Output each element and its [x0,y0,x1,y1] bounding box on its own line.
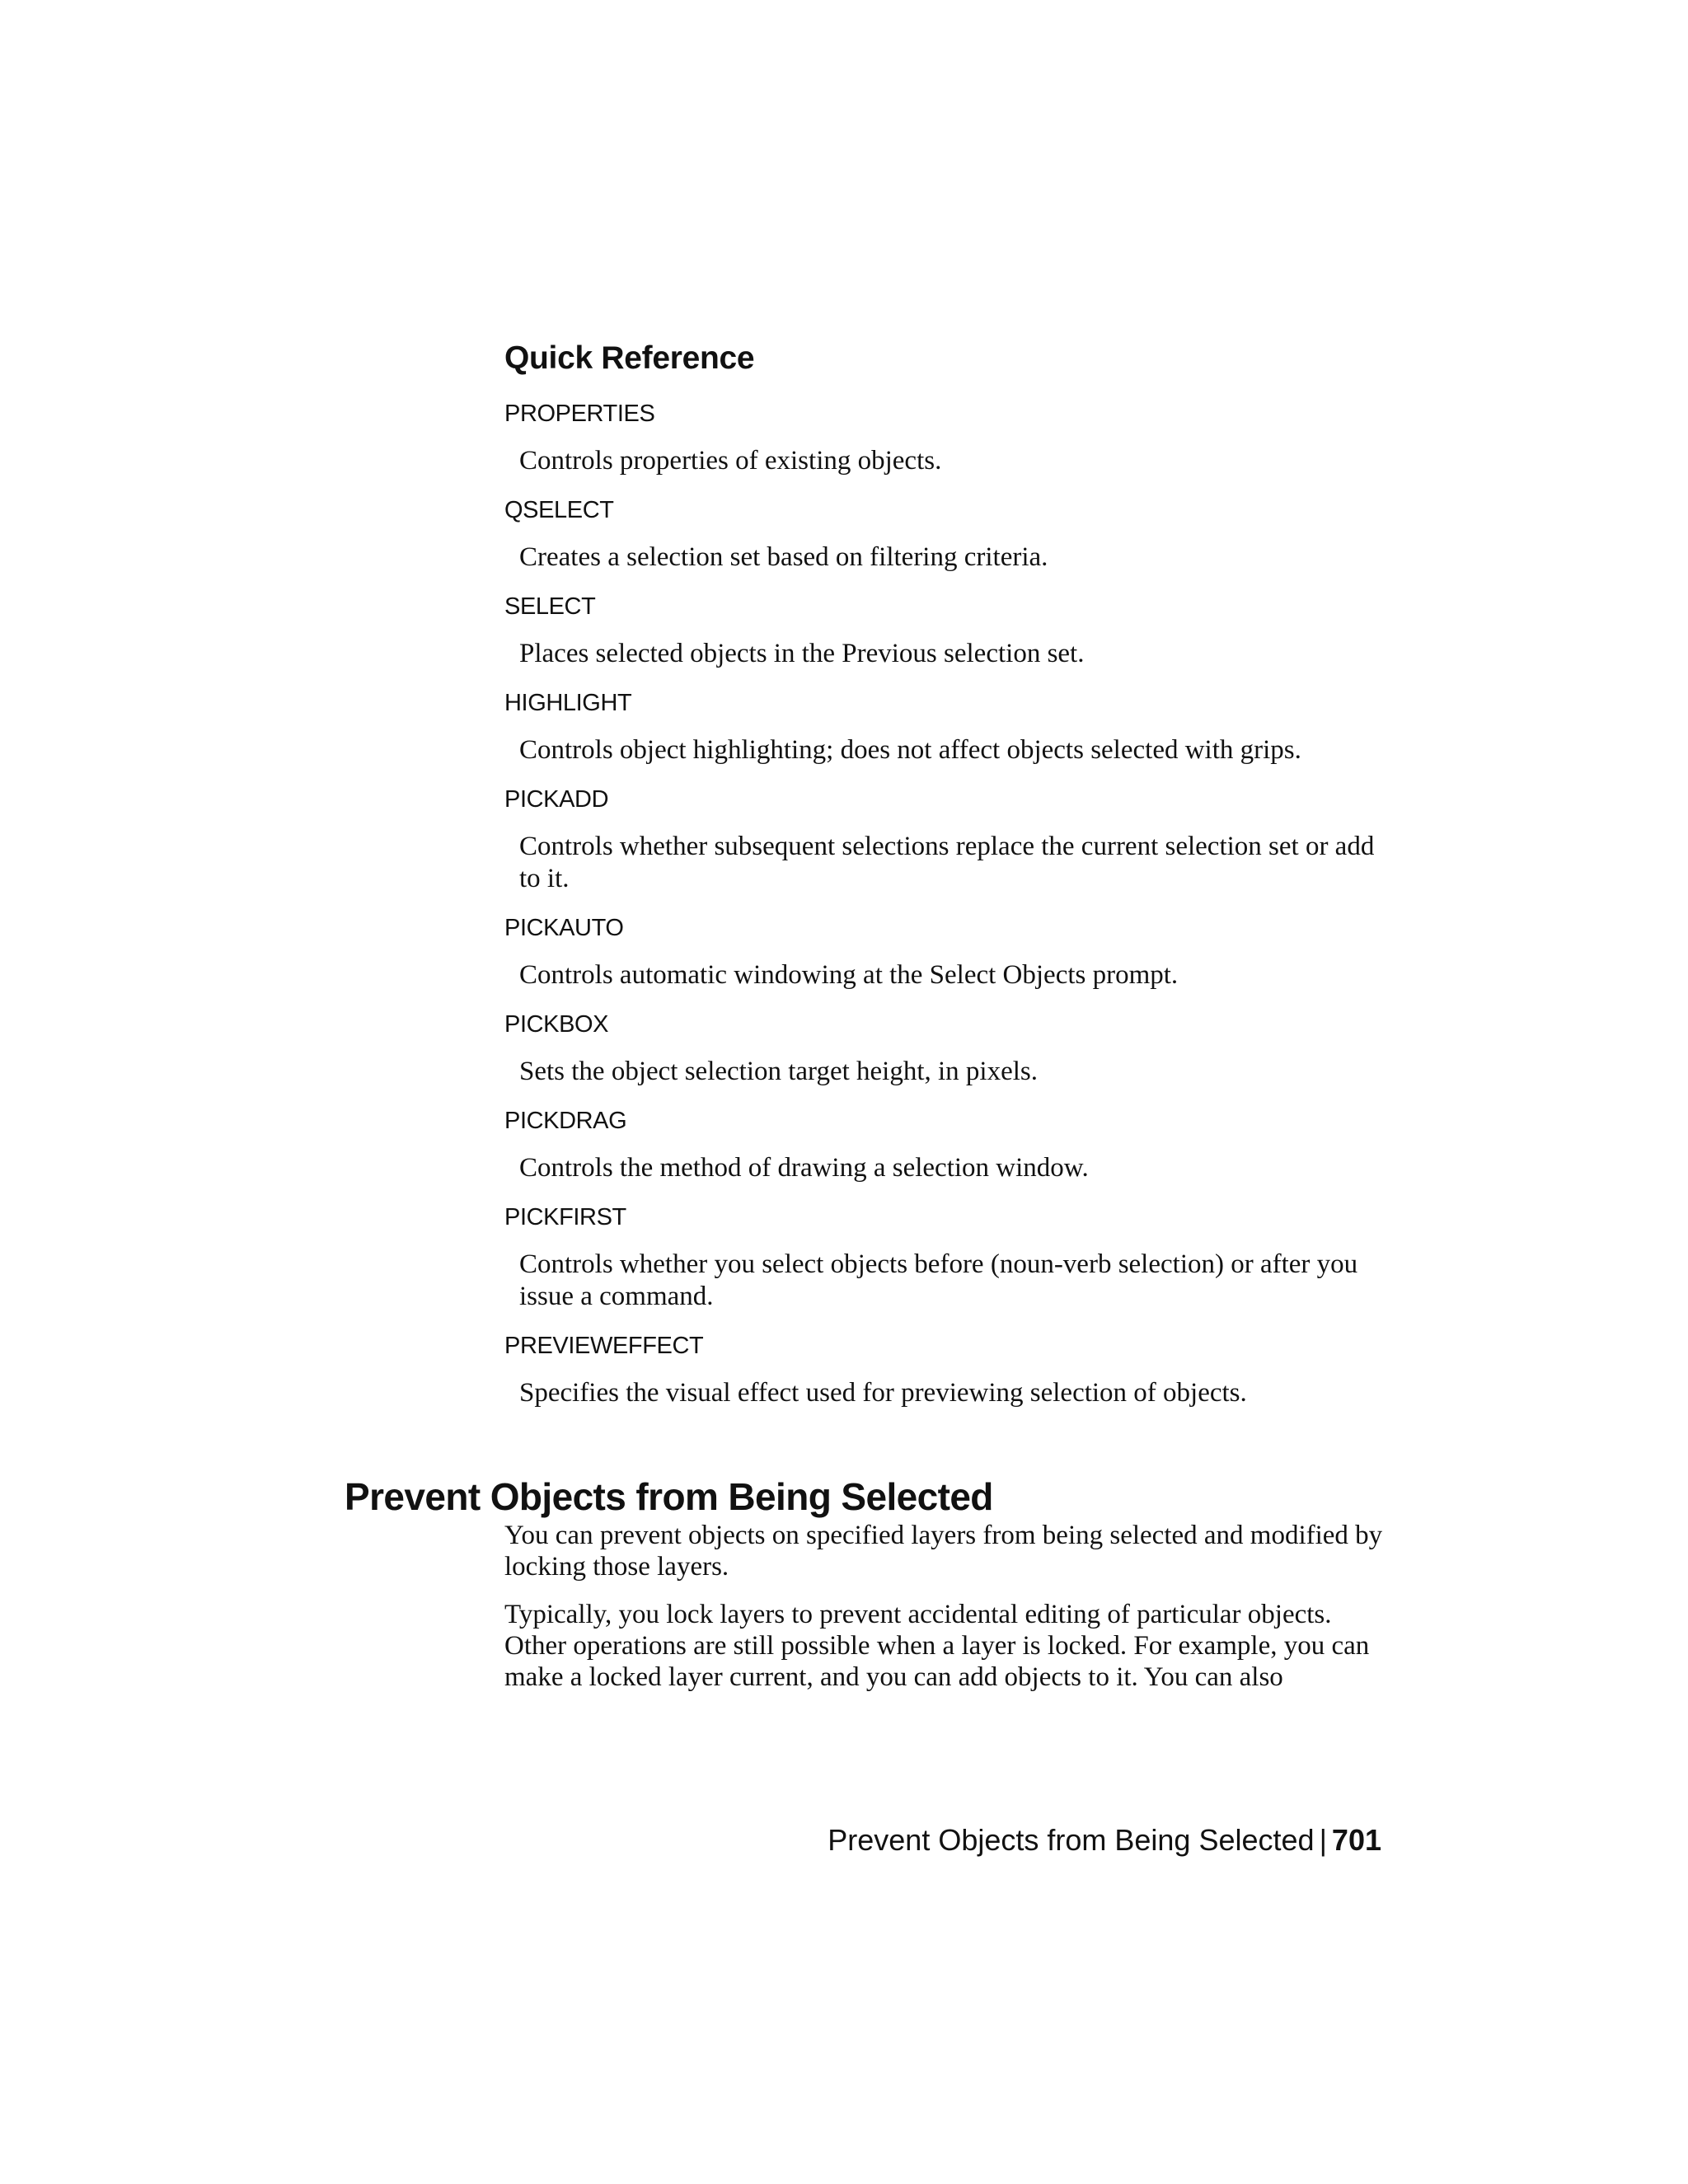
command-name: PROPERTIES [504,401,655,427]
command-description: Controls whether subsequent selections replace the current selection set or add to it. [519,832,1375,893]
command-name: QSELECT [504,497,614,523]
running-title: Prevent Objects from Being Selected [828,1823,1315,1857]
body-paragraph: Typically, you lock layers to prevent accidental editing of particular objects. Other operations are still possible when a layer is locked. For example, you can make a locked layer current, and you can add objects to it. You can also [504,1600,1370,1692]
command-description: Sets the object selection target height, in pixels. [519,1057,1038,1086]
page-number: 701 [1331,1823,1381,1857]
command-description: Controls object highlighting; does not affect objects selected with grips. [519,735,1301,765]
body-paragraph: You can prevent objects on specified layers from being selected and modified by locking those layers. [504,1521,1383,1582]
footer-separator: | [1319,1823,1327,1857]
quick-reference-item [504,590,1395,670]
command-description: Creates a selection set based on filtering criteria. [519,542,1048,572]
quick-reference-item [504,1104,1395,1184]
section-body [504,1520,1395,1693]
section-prevent-selection [345,1474,1408,1709]
quick-reference-list [504,397,1395,1409]
quick-reference-item [504,912,1395,991]
command-name: SELECT [504,593,596,620]
command-name: PICKFIRST [504,1204,626,1230]
quick-reference-title: Quick Reference [504,340,755,376]
quick-reference-item [504,1201,1395,1313]
quick-reference-item [504,494,1395,574]
command-name: PICKBOX [504,1011,609,1038]
quick-reference-item [504,1329,1395,1409]
command-description: Controls automatic windowing at the Select Objects prompt. [519,960,1179,990]
command-name: PICKDRAG [504,1108,627,1134]
command-description: Controls properties of existing objects. [519,446,942,476]
page-footer [742,1821,1381,1859]
quick-reference-item [504,687,1395,766]
quick-reference [504,338,1395,1426]
command-name: PICKAUTO [504,915,624,941]
command-description: Controls the method of drawing a selection window. [519,1153,1089,1183]
command-name: PREVIEWEFFECT [504,1333,704,1359]
command-description: Specifies the visual effect used for previewing selection of objects. [519,1378,1247,1408]
command-description: Places selected objects in the Previous selection set. [519,639,1085,668]
quick-reference-item [504,397,1395,477]
command-name: PICKADD [504,786,609,813]
command-description: Controls whether you select objects before (noun-verb selection) or after you issue a command. [519,1249,1358,1311]
quick-reference-item [504,1008,1395,1088]
quick-reference-item [504,783,1395,895]
command-name: HIGHLIGHT [504,690,632,716]
section-title: Prevent Objects from Being Selected [345,1475,993,1518]
